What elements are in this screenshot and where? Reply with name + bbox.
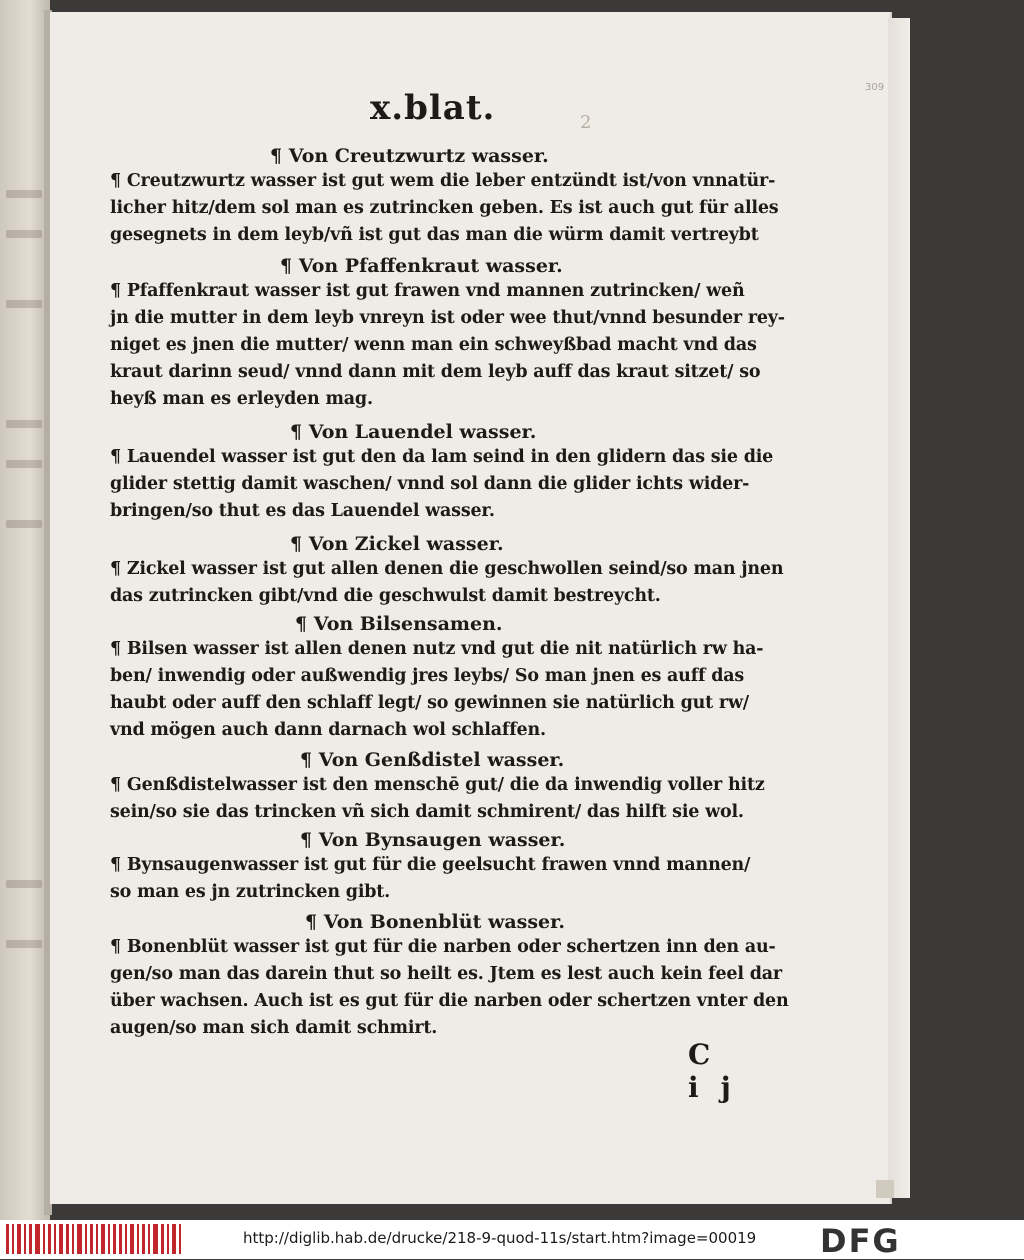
text-line: das zutrincken gibt/vnd die geschwulst damit bestreycht. xyxy=(110,586,661,606)
barcode-stripe xyxy=(153,1224,158,1254)
dfg-logo: DFG xyxy=(820,1222,901,1260)
section-bynsaugen xyxy=(110,828,800,906)
text-line: ¶ Pfaffenkraut wasser ist gut frawen vnd mannen zutrincken/ weñ xyxy=(110,281,745,301)
barcode-stripe xyxy=(12,1224,14,1254)
barcode-stripe xyxy=(24,1224,26,1254)
barcode-stripe xyxy=(167,1224,169,1254)
text-line: niget es jnen die mutter/ wenn man ein schweyßbad macht vnd das xyxy=(110,335,757,355)
barcode-stripe xyxy=(85,1224,87,1254)
barcode-stripe xyxy=(6,1224,9,1254)
barcode-stripe xyxy=(130,1224,134,1254)
text-line: ¶ Bilsen wasser ist allen denen nutz vnd gut die nit natürlich rw ha- xyxy=(110,639,764,659)
text-line: kraut darinn seud/ vnnd dann mit dem leyb auff das kraut sitzet/ so xyxy=(110,362,761,382)
text-line: so man es jn zutrincken gibt. xyxy=(110,882,391,902)
source-url-link[interactable]: http://diglib.hab.de/drucke/218-9-quod-11s/start.htm?image=00019 xyxy=(243,1229,757,1247)
section-lauendel xyxy=(110,420,800,525)
book-page xyxy=(50,12,890,1204)
barcode-stripe xyxy=(172,1224,176,1254)
barcode-stripe xyxy=(54,1224,56,1254)
signature-mark: C ij xyxy=(688,1038,753,1104)
text-line: über wachsen. Auch ist es gut für die narben oder schertzen vnter den xyxy=(110,991,789,1011)
section-zickel xyxy=(110,532,800,610)
text-line: ben/ inwendig oder außwendig jres leybs/ So man jnen es auff das xyxy=(110,666,745,686)
section-creutzwurtz xyxy=(110,144,800,249)
section-heading: ¶ Von Pfaffenkraut wasser. xyxy=(280,255,563,277)
text-line: gen/so man das darein thut so heilt es. Jtem es lest auch kein feel dar xyxy=(110,964,782,984)
page-right-margin xyxy=(888,18,910,1198)
section-heading: ¶ Von Lauendel wasser. xyxy=(290,421,537,443)
text-line: ¶ Bonenblüt wasser ist gut für die narben oder schertzen inn den au- xyxy=(110,937,776,957)
pencil-page-number: 309 xyxy=(865,82,885,93)
barcode-stripe xyxy=(179,1224,181,1254)
text-line: ¶ Genßdistelwasser ist den menschē gut/ die da inwendig voller hitz xyxy=(110,775,765,795)
text-line: haubt oder auff den schlaff legt/ so gewinnen sie natürlich gut rw/ xyxy=(110,693,749,713)
section-pfaffenkraut xyxy=(110,254,800,413)
text-line: vnd mögen auch dann darnach wol schlaffen. xyxy=(110,720,546,740)
viewer-footer xyxy=(0,1220,1024,1259)
barcode-stripe xyxy=(72,1224,74,1254)
page-corner xyxy=(876,1180,894,1198)
section-heading: ¶ Von Zickel wasser. xyxy=(290,533,504,555)
text-line: bringen/so thut es das Lauendel wasser. xyxy=(110,501,495,521)
text-line: jn die mutter in dem leyb vnreyn ist oder wee thut/vnnd besunder rey- xyxy=(110,308,785,328)
barcode-stripe xyxy=(101,1224,105,1254)
section-heading: ¶ Von Genßdistel wasser. xyxy=(300,749,565,771)
barcode-stripe xyxy=(35,1224,40,1254)
section-bilsensamen xyxy=(110,612,800,744)
text-line: ¶ Creutzwurtz wasser ist gut wem die leber entzündt ist/von vnnatür- xyxy=(110,171,776,191)
text-line: licher hitz/dem sol man es zutrincken geben. Es ist auch gut für alles xyxy=(110,198,779,218)
text-line: ¶ Zickel wasser ist gut allen denen die geschwollen seind/so man jnen xyxy=(110,559,784,579)
section-heading: ¶ Von Bynsaugen wasser. xyxy=(300,829,566,851)
barcode-stripe xyxy=(148,1224,150,1254)
barcode-stripe xyxy=(108,1224,110,1254)
barcode-stripe xyxy=(77,1224,82,1254)
barcode-stripe xyxy=(142,1224,145,1254)
text-line: glider stettig damit waschen/ vnnd sol dann die glider ichts wider- xyxy=(110,474,750,494)
barcode-stripe xyxy=(119,1224,122,1254)
text-line: sein/so sie das trincken vñ sich damit schmirent/ das hilft sie wol. xyxy=(110,802,744,822)
barcode-stripe xyxy=(96,1224,98,1254)
barcode-stripe xyxy=(43,1224,45,1254)
barcode-stripe xyxy=(113,1224,116,1254)
barcode-stripe xyxy=(137,1224,139,1254)
barcode-stripe xyxy=(161,1224,164,1254)
text-line: heyß man es erleyden mag. xyxy=(110,389,373,409)
pencil-annotation: 2 xyxy=(580,112,592,133)
previous-page-edge xyxy=(0,0,50,1220)
section-bonenblut xyxy=(110,910,800,1042)
barcode-stripe xyxy=(17,1224,21,1254)
folio-heading: x.blat. xyxy=(370,88,496,128)
section-gensdistel xyxy=(110,748,800,826)
barcode-stripe xyxy=(48,1224,51,1254)
barcode-stripe xyxy=(59,1224,63,1254)
barcode-stripe xyxy=(125,1224,127,1254)
barcode-stripe xyxy=(29,1224,32,1254)
text-line: ¶ Bynsaugenwasser ist gut für die geelsucht frawen vnnd mannen/ xyxy=(110,855,751,875)
barcode-logo xyxy=(6,1224,182,1254)
barcode-stripe xyxy=(66,1224,69,1254)
section-heading: ¶ Von Creutzwurtz wasser. xyxy=(270,145,549,167)
barcode-stripe xyxy=(90,1224,93,1254)
section-heading: ¶ Von Bilsensamen. xyxy=(295,613,503,635)
text-line: ¶ Lauendel wasser ist gut den da lam seind in den glidern das sie die xyxy=(110,447,774,467)
section-heading: ¶ Von Bonenblüt wasser. xyxy=(305,911,565,933)
text-line: gesegnets in dem leyb/vñ ist gut das man die würm damit vertreybt xyxy=(110,225,759,245)
text-line: augen/so man sich damit schmirt. xyxy=(110,1018,438,1038)
